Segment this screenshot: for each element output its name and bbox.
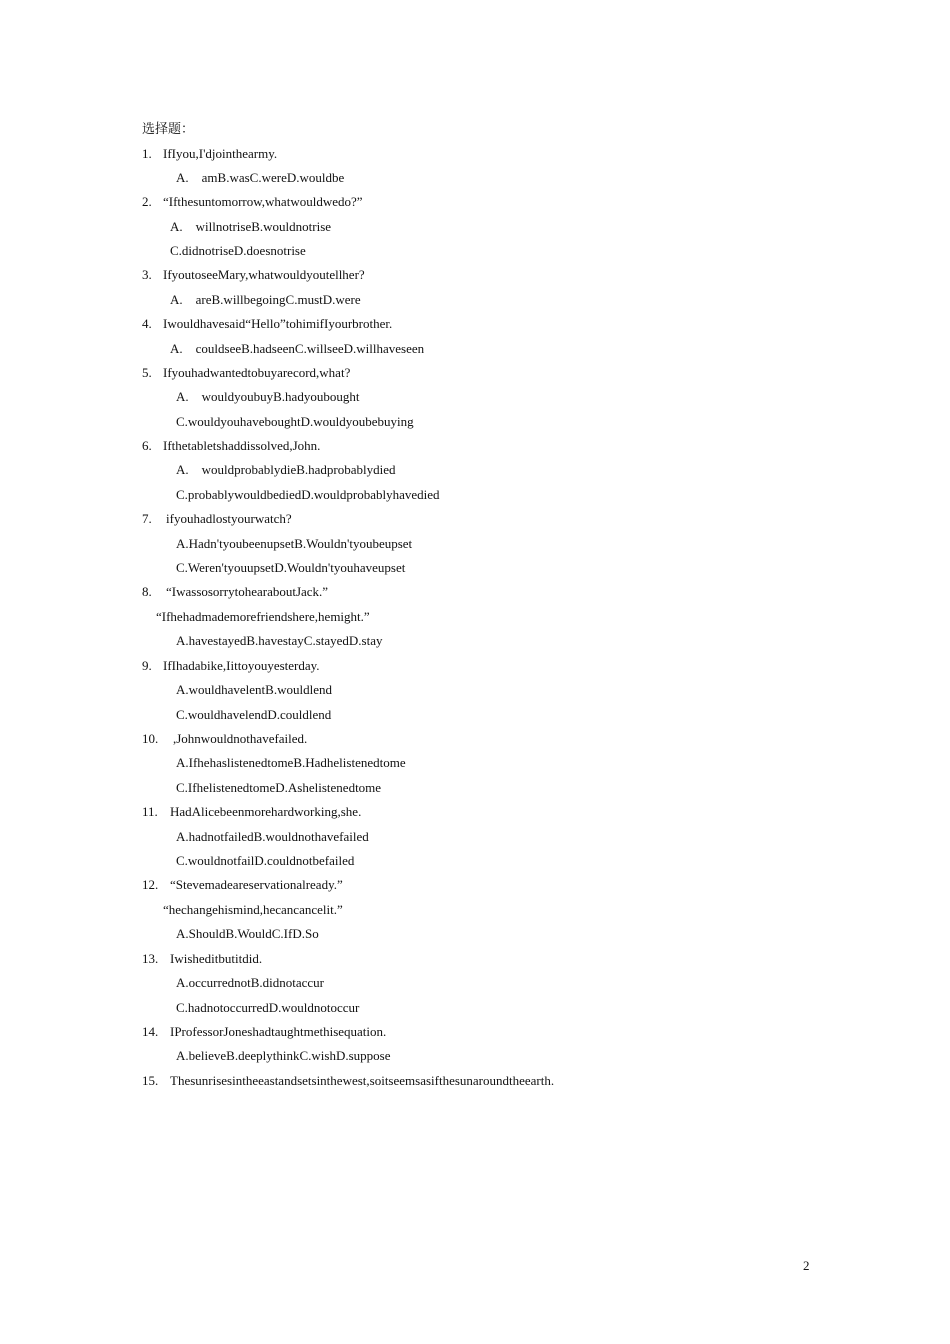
- option-line: A.ShouldB.WouldC.IfD.So: [176, 926, 319, 941]
- question-stem: “IwassosorrytohearaboutJack.”: [166, 584, 329, 599]
- option-line: C.IfhelistenedtomeD.Ashelistenedtome: [176, 780, 382, 795]
- question-3: [142, 267, 365, 283]
- option-line: A.occurrednotB.didnotaccur: [176, 975, 325, 990]
- question-15: [142, 1073, 554, 1089]
- option-line: A.wouldhavelentB.wouldlend: [176, 682, 332, 697]
- option-line: C.wouldyouhaveboughtD.wouldyoubebuying: [176, 414, 414, 429]
- question-number: 15.: [142, 1073, 159, 1088]
- question-number: 1.: [142, 146, 152, 161]
- question-number: 3.: [142, 267, 152, 282]
- option-line: C.didnotriseD.doesnotrise: [170, 243, 306, 258]
- question-stem-continued: “hechangehismind,hecancancelit.”: [163, 902, 343, 917]
- option-line: A. couldseeB.hadseenC.willseeD.willhaveseen: [170, 341, 425, 356]
- option-line: C.probablywouldbediedD.wouldprobablyhavedied: [176, 487, 440, 502]
- question-number: 10.: [142, 731, 159, 746]
- option-line: C.hadnotoccurredD.wouldnotoccur: [176, 1000, 360, 1015]
- question-number: 4.: [142, 316, 152, 331]
- option-line: A.Hadn'tyoubeenupsetB.Wouldn'tyoubeupset: [176, 536, 413, 551]
- question-number: 13.: [142, 951, 159, 966]
- question-12: [142, 877, 343, 893]
- option-line: A. wouldyoubuyB.hadyoubought: [176, 389, 360, 404]
- question-2: [142, 194, 363, 210]
- question-number: 14.: [142, 1024, 159, 1039]
- question-stem: Ifthetabletshaddissolved,John.: [163, 438, 321, 453]
- question-number: 7.: [142, 511, 152, 526]
- option-line: C.wouldnotfailD.couldnotbefailed: [176, 853, 355, 868]
- question-number: 5.: [142, 365, 152, 380]
- question-stem: IProfessorJoneshadtaughtmethisequation.: [170, 1024, 387, 1039]
- question-14: [142, 1024, 386, 1040]
- question-stem: “Stevemadeareservationalready.”: [170, 877, 343, 892]
- question-11: [142, 804, 361, 820]
- question-number: 11.: [142, 804, 158, 819]
- question-number: 2.: [142, 194, 152, 209]
- question-13: [142, 951, 262, 967]
- page-number: 2: [803, 1258, 810, 1273]
- option-line: A. wouldprobablydieB.hadprobablydied: [176, 462, 396, 477]
- option-line: C.wouldhavelendD.couldlend: [176, 707, 332, 722]
- option-line: A. willnotriseB.wouldnotrise: [170, 219, 332, 234]
- question-stem: “Ifthesuntomorrow,whatwouldwedo?”: [163, 194, 363, 209]
- question-stem: IfIyou,I'djointhearmy.: [163, 146, 278, 161]
- question-number: 6.: [142, 438, 152, 453]
- question-number: 9.: [142, 658, 152, 673]
- question-1: [142, 146, 277, 162]
- option-line: A. areB.willbegoingC.mustD.were: [170, 292, 361, 307]
- question-9: [142, 658, 320, 674]
- question-stem: IfIhadabike,Iittoyouyesterday.: [163, 658, 320, 673]
- question-stem-continued: “Ifhehadmademorefriendshere,hemight.”: [156, 609, 370, 624]
- question-number: 8.: [142, 584, 152, 599]
- option-line: A.believeB.deeplythinkC.wishD.suppose: [176, 1048, 391, 1063]
- question-stem: ,Johnwouldnothavefailed.: [173, 731, 308, 746]
- option-line: A.IfhehaslistenedtomeB.Hadhelistenedtome: [176, 755, 406, 770]
- question-stem: Iwouldhavesaid“Hello”tohimifIyourbrother.: [163, 316, 393, 331]
- question-stem: Ifyouhadwantedtobuyarecord,what?: [163, 365, 351, 380]
- option-line: A. amB.wasC.wereD.wouldbe: [176, 170, 345, 185]
- question-stem: IfyoutoseeMary,whatwouldyoutellher?: [163, 267, 365, 282]
- question-6: [142, 438, 320, 454]
- question-8: [142, 584, 328, 600]
- option-line: A.hadnotfailedB.wouldnothavefailed: [176, 829, 369, 844]
- question-10: [142, 731, 307, 747]
- question-stem: ifyouhadlostyourwatch?: [166, 511, 292, 526]
- question-stem: Iwisheditbutitdid.: [170, 951, 263, 966]
- section-title: 选择题：: [142, 121, 195, 136]
- option-line: A.havestayedB.havestayC.stayedD.stay: [176, 633, 383, 648]
- question-4: [142, 316, 392, 332]
- question-7: [142, 511, 292, 527]
- question-5: [142, 365, 350, 381]
- option-line: C.Weren'tyouupsetD.Wouldn'tyouhaveupset: [176, 560, 406, 575]
- question-stem: Thesunrisesintheeastandsetsinthewest,soitseemsasifthesunaroundtheearth.: [170, 1073, 555, 1088]
- question-number: 12.: [142, 877, 159, 892]
- question-stem: HadAlicebeenmorehardworking,she.: [170, 804, 362, 819]
